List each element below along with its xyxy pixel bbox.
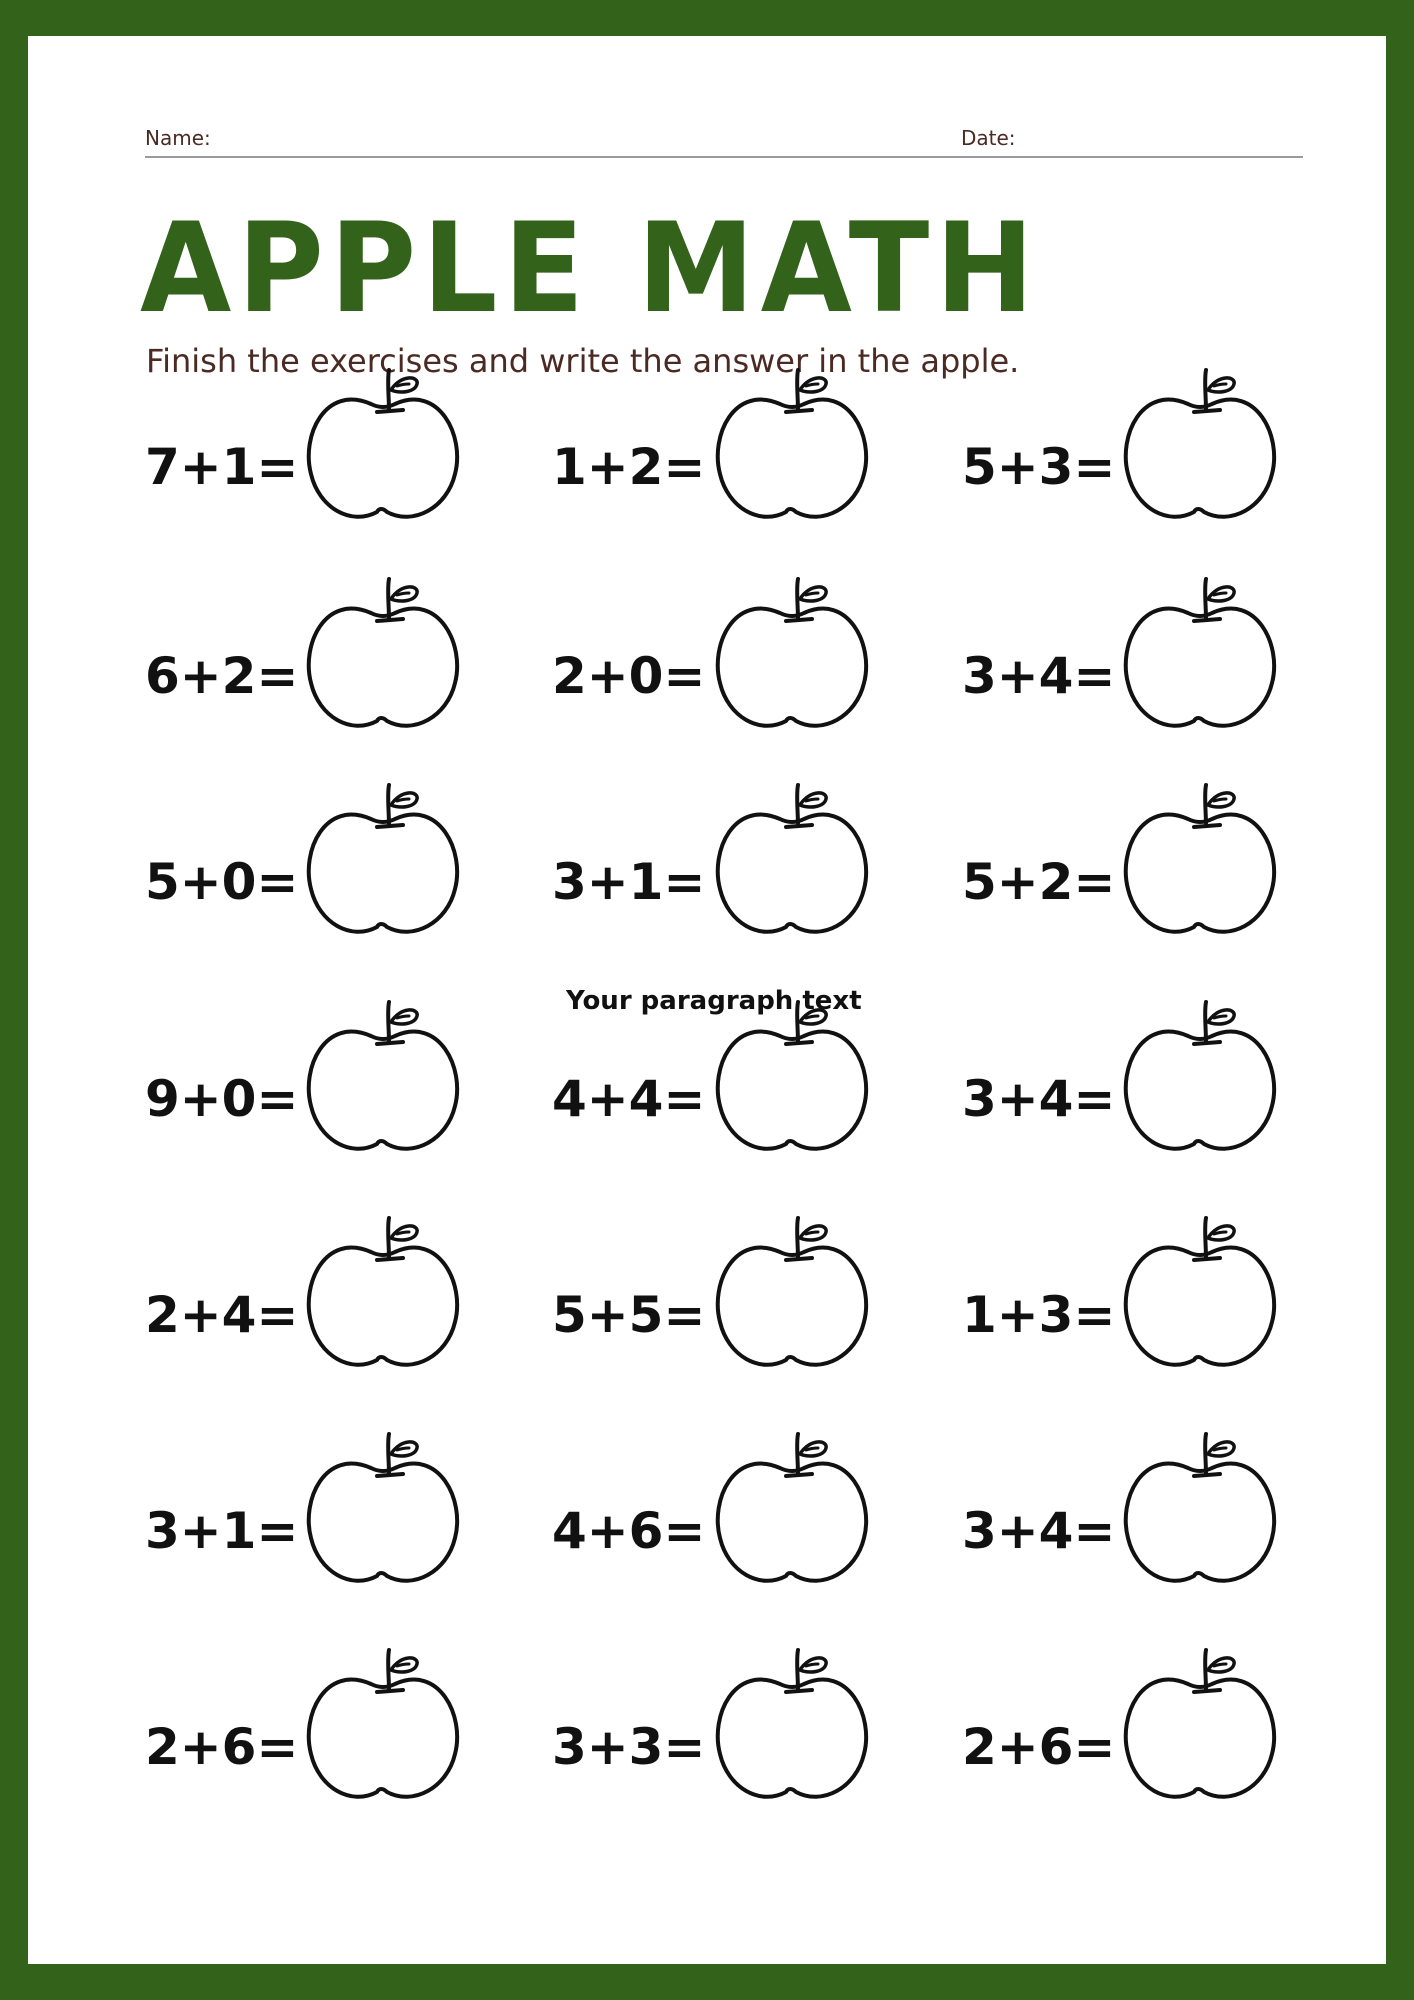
exercise-equation: 6+2= [145, 647, 299, 705]
paragraph-text[interactable]: Your paragraph text [566, 986, 862, 1016]
exercise-equation: 4+4= [552, 1070, 706, 1128]
name-label: Name: [145, 126, 211, 150]
apple-outline-icon[interactable] [714, 1430, 870, 1588]
apple-outline-icon[interactable] [714, 575, 870, 733]
apple-outline-icon[interactable] [1122, 575, 1278, 733]
apple-outline-icon[interactable] [305, 1430, 461, 1588]
header-line [145, 156, 1303, 158]
exercise-equation: 2+6= [145, 1718, 299, 1776]
exercise-equation: 3+4= [962, 1502, 1116, 1560]
date-label: Date: [961, 126, 1016, 150]
apple-outline-icon[interactable] [714, 998, 870, 1156]
apple-outline-icon[interactable] [1122, 1646, 1278, 1804]
apple-outline-icon[interactable] [714, 781, 870, 939]
exercise-equation: 9+0= [145, 1070, 299, 1128]
exercise-equation: 3+4= [962, 1070, 1116, 1128]
apple-outline-icon[interactable] [714, 1646, 870, 1804]
apple-outline-icon[interactable] [1122, 998, 1278, 1156]
exercise-equation: 2+0= [552, 647, 706, 705]
apple-outline-icon[interactable] [305, 1646, 461, 1804]
exercise-equation: 3+1= [552, 853, 706, 911]
instructions: Finish the exercises and write the answer in the apple. [146, 342, 1020, 380]
exercise-equation: 1+3= [962, 1286, 1116, 1344]
page-title: APPLE MATH [140, 195, 1041, 341]
exercise-equation: 4+6= [552, 1502, 706, 1560]
apple-outline-icon[interactable] [714, 1214, 870, 1372]
exercise-equation: 7+1= [145, 438, 299, 496]
apple-outline-icon[interactable] [305, 998, 461, 1156]
exercise-equation: 1+2= [552, 438, 706, 496]
exercise-equation: 2+4= [145, 1286, 299, 1344]
apple-outline-icon[interactable] [305, 781, 461, 939]
worksheet-page [28, 36, 1386, 1964]
exercise-equation: 2+6= [962, 1718, 1116, 1776]
apple-outline-icon[interactable] [1122, 366, 1278, 524]
apple-outline-icon[interactable] [1122, 781, 1278, 939]
apple-outline-icon[interactable] [305, 366, 461, 524]
exercise-equation: 3+1= [145, 1502, 299, 1560]
exercise-equation: 5+2= [962, 853, 1116, 911]
apple-outline-icon[interactable] [305, 575, 461, 733]
apple-outline-icon[interactable] [1122, 1430, 1278, 1588]
apple-outline-icon[interactable] [714, 366, 870, 524]
exercise-equation: 5+5= [552, 1286, 706, 1344]
apple-outline-icon[interactable] [305, 1214, 461, 1372]
exercise-equation: 3+3= [552, 1718, 706, 1776]
exercise-equation: 5+3= [962, 438, 1116, 496]
apple-outline-icon[interactable] [1122, 1214, 1278, 1372]
exercise-equation: 3+4= [962, 647, 1116, 705]
exercise-equation: 5+0= [145, 853, 299, 911]
